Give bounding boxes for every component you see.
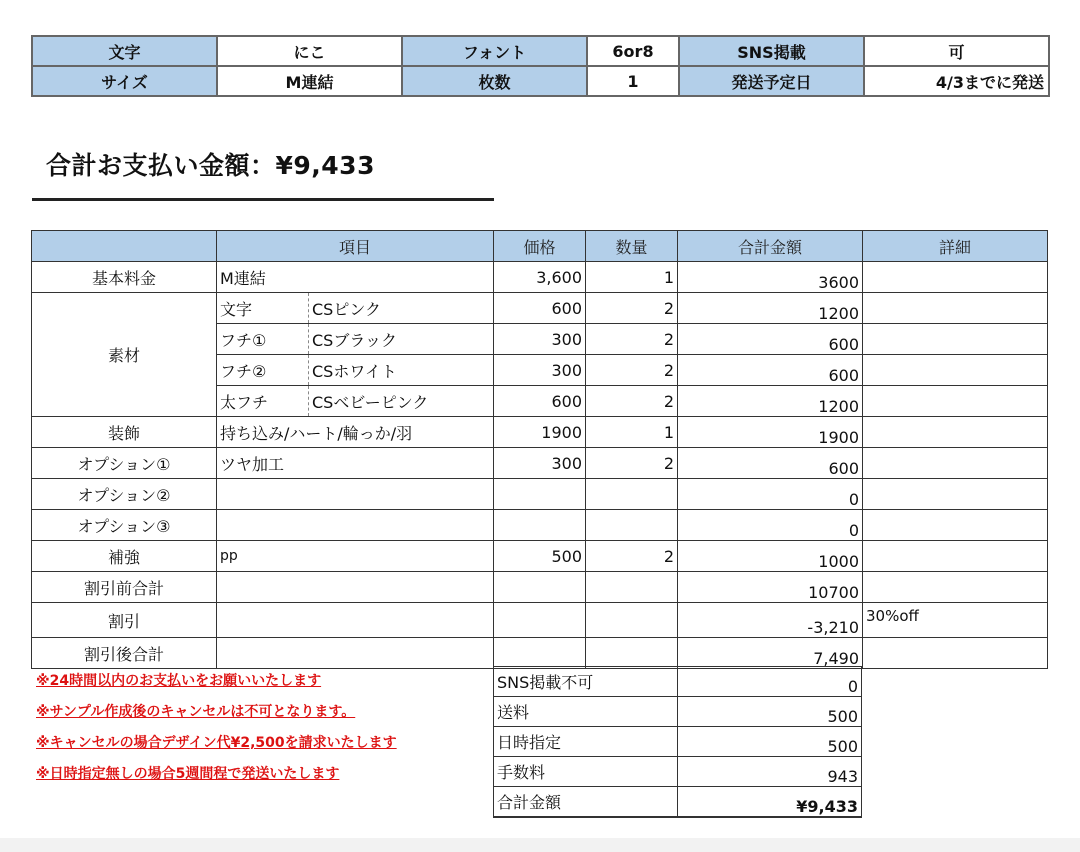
row-detail: [863, 448, 1048, 479]
row-price: 500: [494, 541, 586, 572]
row-detail: [863, 541, 1048, 572]
row-price: [494, 603, 586, 638]
row-price: 300: [494, 448, 586, 479]
fee-row: [494, 667, 862, 697]
row-qty: [586, 603, 678, 638]
order-summary-table: [31, 35, 1050, 97]
label-text: 文字: [32, 36, 217, 66]
row-item: [217, 572, 494, 603]
table-row: [32, 572, 1048, 603]
row-total: -3,210: [678, 603, 863, 638]
row-total: 600: [678, 448, 863, 479]
row-qty: 2: [586, 355, 678, 386]
row-qty: [586, 638, 678, 669]
row-qty: 1: [586, 417, 678, 448]
header-detail: 詳細: [863, 231, 1048, 262]
value-sns: 可: [864, 36, 1049, 66]
note-item: ※日時指定無しの場合5週間程で発送いたします: [36, 766, 340, 782]
row-total: 1200: [678, 293, 863, 324]
row-total: 1000: [678, 541, 863, 572]
row-total: 1900: [678, 417, 863, 448]
note-item: ※キャンセルの場合デザイン代¥2,500を請求いたします: [36, 735, 397, 751]
row-qty: 2: [586, 541, 678, 572]
row-category: オプション②: [32, 479, 217, 510]
row-category: 割引後合計: [32, 638, 217, 669]
fees-table: [493, 666, 862, 818]
row-category: 割引前合計: [32, 572, 217, 603]
table-row: [32, 262, 1048, 293]
page-bottom-edge: [0, 838, 1080, 852]
row-detail: [863, 417, 1048, 448]
header-price: 価格: [494, 231, 586, 262]
header-qty: 数量: [586, 231, 678, 262]
fee-row: [494, 787, 862, 818]
row-price: 600: [494, 293, 586, 324]
material-name: フチ①: [217, 324, 309, 355]
fee-label: 送料: [494, 697, 678, 727]
table-row: [32, 293, 1048, 324]
total-payment-title: 合計お支払い金額：¥9,433: [46, 151, 375, 180]
row-qty: 2: [586, 293, 678, 324]
value-size: M連結: [217, 66, 402, 96]
value-count: 1: [587, 66, 679, 96]
row-category: オプション③: [32, 510, 217, 541]
row-detail: [863, 510, 1048, 541]
row-qty: 2: [586, 386, 678, 417]
material-color: CSホワイト: [309, 355, 494, 386]
table-row: [32, 417, 1048, 448]
row-total: 600: [678, 324, 863, 355]
material-color: CSベビーピンク: [309, 386, 494, 417]
row-category: 素材: [32, 293, 217, 417]
row-detail: [863, 572, 1048, 603]
row-total: 0: [678, 479, 863, 510]
table-header-row: [32, 231, 1048, 262]
row-item: [217, 479, 494, 510]
row-detail: 30%off: [863, 603, 1048, 638]
label-count: 枚数: [402, 66, 587, 96]
row-item: [217, 603, 494, 638]
row-item: [217, 510, 494, 541]
row-price: 1900: [494, 417, 586, 448]
row-item: M連結: [217, 262, 494, 293]
note-item: ※24時間以内のお支払いをお願いいたします: [36, 673, 322, 689]
row-price: 300: [494, 324, 586, 355]
row-detail: [863, 324, 1048, 355]
table-row: [32, 479, 1048, 510]
table-row: [32, 448, 1048, 479]
row-detail: [863, 262, 1048, 293]
row-category: オプション①: [32, 448, 217, 479]
row-item: ツヤ加工: [217, 448, 494, 479]
row-price: [494, 510, 586, 541]
row-total: 0: [678, 510, 863, 541]
row-price: [494, 572, 586, 603]
grand-total-value: ¥9,433: [678, 787, 862, 818]
value-font: 6or8: [587, 36, 679, 66]
row-qty: 2: [586, 324, 678, 355]
fee-label: 日時指定: [494, 727, 678, 757]
row-detail: [863, 638, 1048, 669]
header-item: 項目: [217, 231, 494, 262]
fee-label: SNS掲載不可: [494, 667, 678, 697]
fee-value: 500: [678, 727, 862, 757]
row-item: [217, 638, 494, 669]
row-qty: [586, 572, 678, 603]
fee-label: 手数料: [494, 757, 678, 787]
row-total: 10700: [678, 572, 863, 603]
table-row: [32, 510, 1048, 541]
fee-row: [494, 757, 862, 787]
fee-row: [494, 697, 862, 727]
material-color: CSピンク: [309, 293, 494, 324]
row-qty: 1: [586, 262, 678, 293]
row-qty: [586, 510, 678, 541]
row-detail: [863, 293, 1048, 324]
fee-value: 943: [678, 757, 862, 787]
summary-row-1: [32, 36, 1049, 66]
row-price: 3,600: [494, 262, 586, 293]
value-text: にこ: [217, 36, 402, 66]
row-detail: [863, 479, 1048, 510]
row-category: 装飾: [32, 417, 217, 448]
label-size: サイズ: [32, 66, 217, 96]
material-name: フチ②: [217, 355, 309, 386]
material-name: 文字: [217, 293, 309, 324]
itemized-price-table: [31, 230, 1048, 669]
label-ship-date: 発送予定日: [679, 66, 864, 96]
row-item: 持ち込み/ハート/輪っか/羽: [217, 417, 494, 448]
row-total: 600: [678, 355, 863, 386]
title-underline: [32, 198, 494, 201]
material-name: 太フチ: [217, 386, 309, 417]
row-price: 600: [494, 386, 586, 417]
row-detail: [863, 386, 1048, 417]
fee-value: 500: [678, 697, 862, 727]
table-row: [32, 541, 1048, 572]
header-total: 合計金額: [678, 231, 863, 262]
label-font: フォント: [402, 36, 587, 66]
value-ship-date: 4/3までに発送: [864, 66, 1049, 96]
row-category: 補強: [32, 541, 217, 572]
fee-label: 合計金額: [494, 787, 678, 818]
fee-row: [494, 727, 862, 757]
note-item: ※サンプル作成後のキャンセルは不可となります。: [36, 704, 356, 720]
row-total: 3600: [678, 262, 863, 293]
row-category: 基本料金: [32, 262, 217, 293]
material-color: CSブラック: [309, 324, 494, 355]
fee-value: 0: [678, 667, 862, 697]
row-item: pp: [217, 541, 494, 572]
table-row: [32, 638, 1048, 669]
row-qty: 2: [586, 448, 678, 479]
row-price: [494, 638, 586, 669]
header-blank: [32, 231, 217, 262]
row-detail: [863, 355, 1048, 386]
row-price: 300: [494, 355, 586, 386]
row-qty: [586, 479, 678, 510]
row-total: 7,490: [678, 638, 863, 669]
row-total: 1200: [678, 386, 863, 417]
notes-list: [36, 670, 397, 794]
row-category: 割引: [32, 603, 217, 638]
table-row: [32, 603, 1048, 638]
summary-row-2: [32, 66, 1049, 96]
row-price: [494, 479, 586, 510]
label-sns: SNS掲載: [679, 36, 864, 66]
